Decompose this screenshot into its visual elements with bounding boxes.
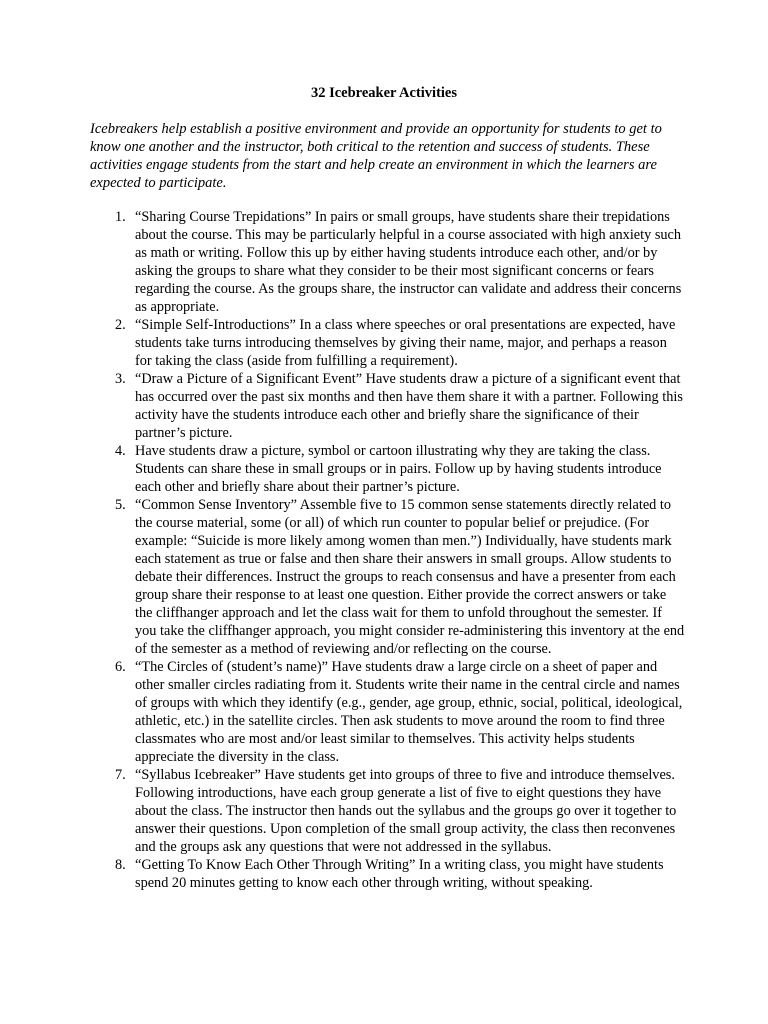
document-title: 32 Icebreaker Activities	[310, 85, 458, 101]
item-number: 1.	[115, 209, 126, 225]
list-item	[90, 208, 685, 316]
item-number: 5.	[115, 497, 126, 513]
list-item	[90, 658, 685, 766]
item-number: 8.	[115, 857, 126, 873]
list-item	[90, 442, 685, 496]
item-number: 4.	[115, 443, 126, 459]
item-number: 6.	[115, 659, 126, 675]
list-item	[90, 766, 685, 856]
item-text: “Sharing Course Trepidations” In pairs or small groups, have students share their trepidations about the course. This may be particularly helpful in a course associated with high anxiety such as math or writing. Follow this up by either having students introduce each other, and/or by asking the groups to share what they consider to be their most significant concerns or fears regarding the course. As the groups share, the instructor can validate and address their concerns as appropriate.	[135, 209, 682, 315]
item-text: “Syllabus Icebreaker” Have students get into groups of three to five and introduce themselves. Following introductions, have each group generate a list of five to eight questions they have about the class. The instructor then hands out the syllabus and the groups go over it together to answer their questions. Upon completion of the small group activity, the class then reconvenes and the groups ask any questions that were not addressed in the syllabus.	[135, 767, 677, 855]
item-number: 2.	[115, 317, 126, 333]
item-text: “Simple Self-Introductions” In a class where speeches or oral presentations are expected, have students take turns introducing themselves by giving their name, major, and perhaps a reason for taking the class (aside from fulfilling a requirement).	[135, 317, 676, 369]
intro-paragraph: Icebreakers help establish a positive environment and provide an opportunity for students to get to know one another and the instructor, both critical to the retention and success of students. These activities engage students from the start and help create an environment in which the learners are expected to participate.	[90, 121, 662, 191]
item-number: 3.	[115, 371, 126, 387]
list-item	[90, 856, 685, 892]
item-text: “Getting To Know Each Other Through Writing” In a writing class, you might have students spend 20 minutes getting to know each other through writing, without speaking.	[135, 857, 664, 891]
item-text: Have students draw a picture, symbol or cartoon illustrating why they are taking the class. Students can share these in small groups or in pairs. Follow up by having students introduce each other and briefly share about their partner’s picture.	[135, 443, 662, 495]
list-item	[90, 496, 685, 658]
list-item	[90, 316, 685, 370]
item-number: 7.	[115, 767, 126, 783]
item-text: “Draw a Picture of a Significant Event” Have students draw a picture of a significant event that has occurred over the past six months and then have them share it with a partner. Following this activity have the students introduce each other and briefly share the significance of their partner’s picture.	[135, 371, 683, 441]
item-text: “The Circles of (student’s name)” Have students draw a large circle on a sheet of paper and other smaller circles radiating from it. Students write their name in the central circle and names of groups with which they identify (e.g., gender, age group, ethnic, social, political, ideological, athletic, etc.) in the satellite circles. Then ask students to move around the room to find three classmates who are most and/or least similar to themselves. This activity helps students appreciate the diversity in the class.	[135, 659, 683, 765]
activity-list	[90, 208, 685, 892]
item-text: “Common Sense Inventory” Assemble five to 15 common sense statements directly related to the course material, some (or all) of which run counter to popular belief or prejudice. (For example: “Suicide is more likely among women than men.”) Individually, have students mark each statement as true or false and then share their answers in small groups. Allow students to debate their differences. Instruct the groups to reach consensus and have a presenter from each group share their response to at least one question. Either provide the correct answers or take the cliffhanger approach and let the class wait for them to unfold throughout the semester. If you take the cliffhanger approach, you might consider re-administering this inventory at the end of the semester as a method of reviewing and/or reflecting on the course.	[135, 497, 685, 657]
list-item	[90, 370, 685, 442]
